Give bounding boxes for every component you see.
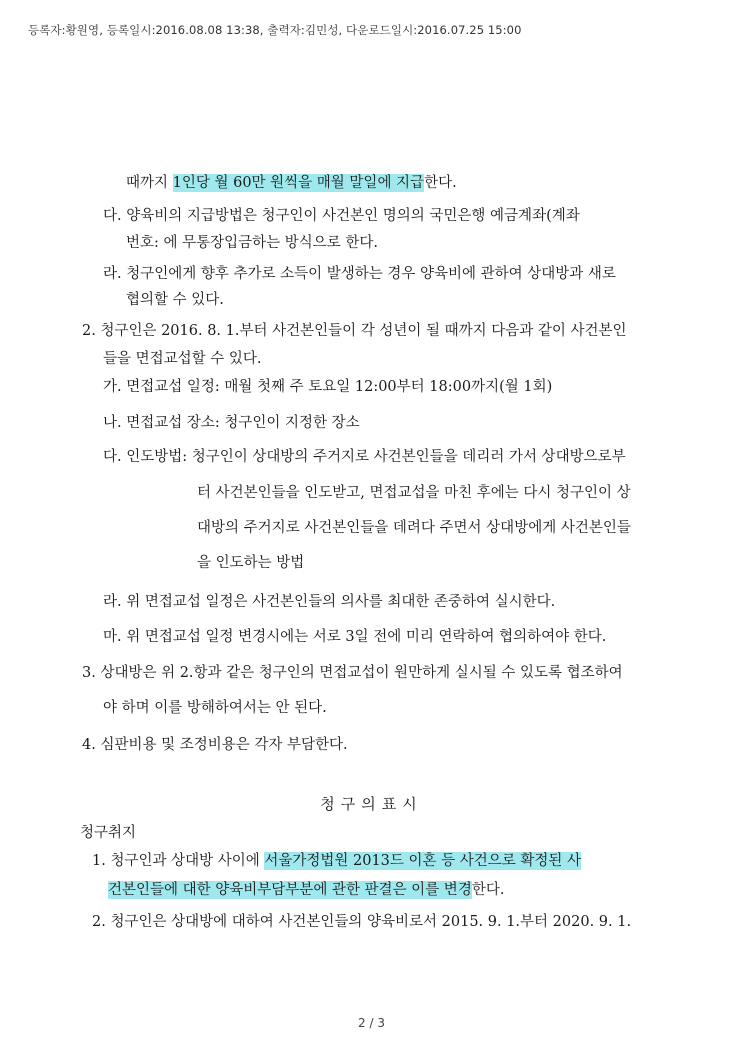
text-line: 4. 심판비용 및 조정비용은 각자 부담한다. xyxy=(82,737,348,753)
highlighted-text: 1인당 월 60만 원씩을 매월 말일에 지급 xyxy=(172,175,425,191)
text-line: 터 사건본인들을 인도받고, 면접교섭을 마친 후에는 다시 청구인이 상 xyxy=(197,485,631,501)
text-line: 협의할 수 있다. xyxy=(126,292,224,308)
text-line: 대방의 주거지로 사건본인들을 데려다 주면서 상대방에게 사건본인들 xyxy=(197,520,631,536)
print-header: 등록자:황원영, 등록일시:2016.08.08 13:38, 출력자:김민성, 다운로드일시:2016.07.25 15:00 xyxy=(28,23,522,37)
text-line: 들을 면접교섭할 수 있다. xyxy=(103,351,262,367)
text-line: 번호: 에 무통장입금하는 방식으로 한다. xyxy=(126,235,379,251)
text-line: 가. 면접교섭 일정: 매월 첫째 주 토요일 12:00부터 18:00까지(월 1회) xyxy=(103,379,553,395)
text-line: 야 하며 이를 방해하여서는 안 된다. xyxy=(103,700,327,716)
text-line: 3. 상대방은 위 2.항과 같은 청구인의 면접교섭이 원만하게 실시될 수 있도록 협조하여 xyxy=(82,665,623,681)
text-line: 마. 위 면접교섭 일정 변경시에는 서로 3일 전에 미리 연락하여 협의하여야 한다. xyxy=(103,629,607,645)
text-line xyxy=(108,880,504,900)
text-line: 2. 청구인은 상대방에 대하여 사건본인들의 양육비로서 2015. 9. 1.부터 2020. 9. 1. xyxy=(92,914,632,930)
text-line xyxy=(126,173,457,193)
page-number: 2 / 3 xyxy=(358,1016,385,1030)
highlighted-text: 서울가정법원 2013드 이혼 등 사건으로 확정된 사 xyxy=(264,853,582,869)
text-line: 라. 위 면접교섭 일정은 사건본인들의 의사를 최대한 존중하여 실시한다. xyxy=(103,594,556,610)
text-segment: 한다. xyxy=(424,175,457,191)
text-line: 2. 청구인은 2016. 8. 1.부터 사건본인들이 각 성년이 될 때까지 다음과 같이 사건본인 xyxy=(82,323,627,339)
text-segment: 한다. xyxy=(471,882,505,898)
text-segment: 때까지 xyxy=(126,175,173,191)
highlighted-text: 건본인들에 대한 양육비부담부분에 관한 판결은 이를 변경 xyxy=(108,882,472,898)
text-line: 을 인도하는 방법 xyxy=(197,555,305,571)
text-line: 다. 인도방법: 청구인이 상대방의 주거지로 사건본인들을 데리러 가서 상대방으로부 xyxy=(103,449,626,465)
text-line: 나. 면접교섭 장소: 청구인이 지정한 장소 xyxy=(103,415,360,431)
text-line: 청구취지 xyxy=(80,825,137,841)
text-line: 라. 청구인에게 향후 추가로 소득이 발생하는 경우 양육비에 관하여 상대방과 새로 xyxy=(103,266,616,282)
text-line xyxy=(92,851,581,871)
section-title: 청구의표시 xyxy=(320,795,423,813)
text-segment: 1. 청구인과 상대방 사이에 xyxy=(92,853,265,869)
text-line: 다. 양육비의 지급방법은 청구인이 사건본인 명의의 국민은행 예금계좌(계좌 xyxy=(103,208,580,224)
